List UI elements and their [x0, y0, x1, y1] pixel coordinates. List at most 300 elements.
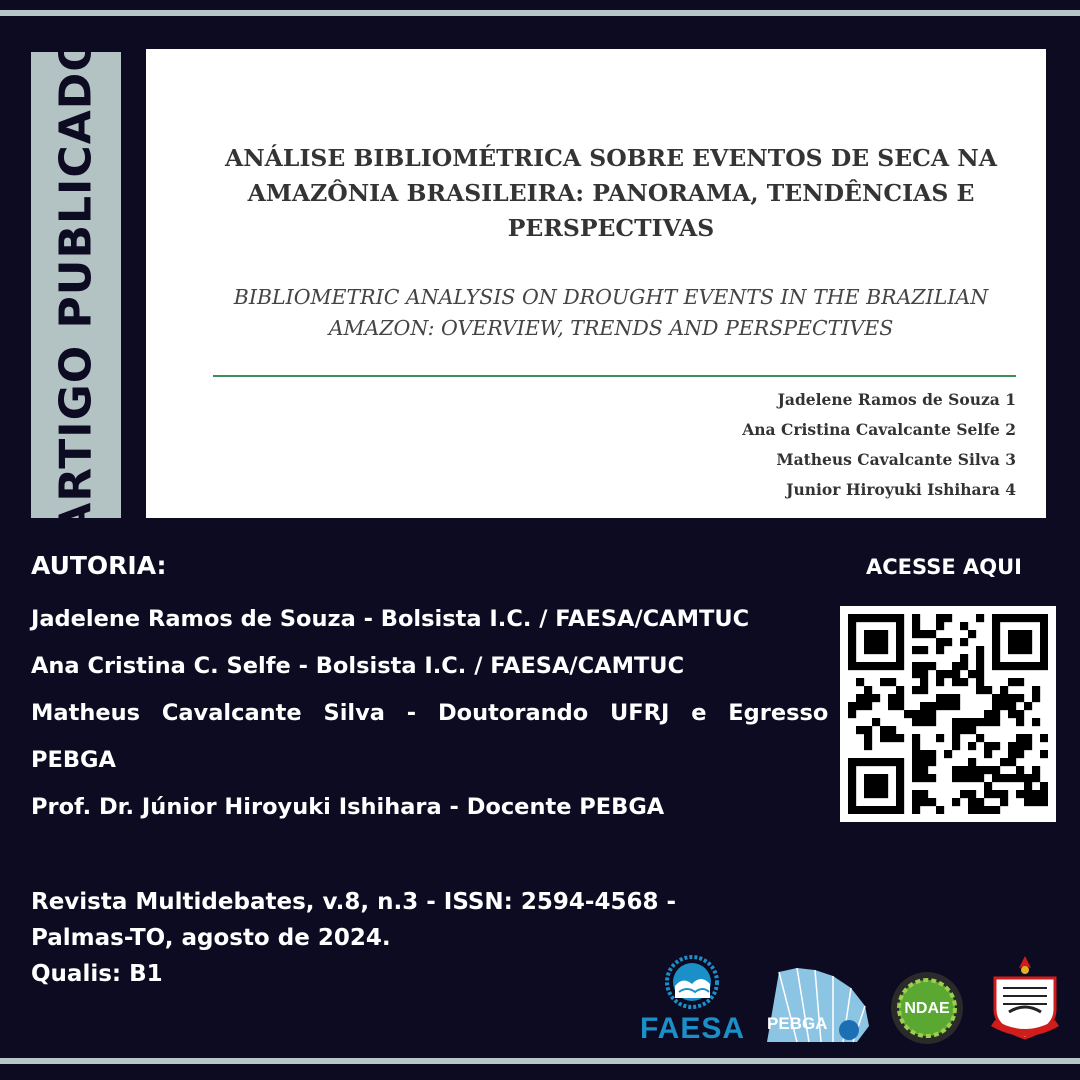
paper-author: Ana Cristina Cavalcante Selfe 2	[742, 420, 1016, 439]
qr-module	[944, 670, 952, 678]
qr-module	[912, 710, 920, 718]
qr-module	[960, 662, 968, 670]
qr-module	[880, 630, 888, 638]
pebga-wordmark: PEBGA	[767, 1014, 828, 1033]
qr-module	[1032, 694, 1040, 702]
qr-module	[872, 646, 880, 654]
qr-module	[880, 678, 888, 686]
qr-module	[896, 630, 904, 638]
qr-module	[1000, 758, 1008, 766]
qr-module	[848, 654, 856, 662]
qr-module	[1016, 630, 1024, 638]
qr-code-graphic	[848, 614, 1048, 814]
qr-module	[888, 806, 896, 814]
qr-module	[1008, 702, 1016, 710]
qr-module	[872, 718, 880, 726]
qr-module	[888, 678, 896, 686]
qr-module	[992, 646, 1000, 654]
qr-module	[920, 670, 928, 678]
qr-module	[944, 638, 952, 646]
qr-module	[928, 630, 936, 638]
qr-module	[1000, 774, 1008, 782]
qr-module	[1040, 622, 1048, 630]
qr-module	[960, 790, 968, 798]
qr-module	[920, 750, 928, 758]
qr-module	[968, 774, 976, 782]
qr-module	[920, 718, 928, 726]
paper-title-en-line: BIBLIOMETRIC ANALYSIS ON DROUGHT EVENTS IN THE BRAZILIAN	[233, 285, 989, 309]
qr-module	[984, 718, 992, 726]
qr-module	[896, 782, 904, 790]
qr-module	[848, 790, 856, 798]
bottom-border	[0, 1058, 1080, 1064]
qr-module	[856, 726, 864, 734]
qr-module	[992, 742, 1000, 750]
qr-module	[952, 694, 960, 702]
pebga-fan-icon	[757, 960, 877, 1048]
qr-module	[920, 702, 928, 710]
qr-module	[1024, 646, 1032, 654]
qr-module	[880, 662, 888, 670]
qr-module	[968, 758, 976, 766]
qr-module	[1016, 678, 1024, 686]
qr-module	[888, 694, 896, 702]
qr-module	[952, 678, 960, 686]
qr-module	[992, 718, 1000, 726]
qr-module	[896, 798, 904, 806]
qr-module	[992, 766, 1000, 774]
qr-module	[936, 622, 944, 630]
qr-module	[1016, 646, 1024, 654]
qr-module	[952, 718, 960, 726]
qr-module	[928, 718, 936, 726]
qr-module	[928, 774, 936, 782]
qr-module	[1000, 694, 1008, 702]
qr-module	[992, 662, 1000, 670]
ndae-gear-icon	[887, 970, 967, 1048]
faesa-wordmark: FAESA	[640, 1012, 746, 1045]
qr-module	[984, 710, 992, 718]
qr-module	[992, 622, 1000, 630]
qr-module	[1024, 798, 1032, 806]
qr-module	[864, 662, 872, 670]
qr-module	[936, 678, 944, 686]
qr-module	[1032, 790, 1040, 798]
paper-preview	[146, 49, 1046, 518]
qr-module	[912, 806, 920, 814]
qr-module	[1000, 686, 1008, 694]
qr-module	[1016, 750, 1024, 758]
qr-module	[880, 758, 888, 766]
qr-module	[880, 790, 888, 798]
qr-module	[872, 790, 880, 798]
qr-module	[1016, 718, 1024, 726]
qr-module	[928, 758, 936, 766]
autoria-line: PEBGA	[31, 747, 116, 773]
qr-module	[960, 638, 968, 646]
qr-module	[856, 702, 864, 710]
qr-module	[928, 662, 936, 670]
qr-module	[952, 798, 960, 806]
qr-module	[992, 638, 1000, 646]
qr-module	[936, 702, 944, 710]
qr-module	[912, 734, 920, 742]
university-crest-icon	[985, 954, 1065, 1044]
qr-module	[888, 702, 896, 710]
qr-module	[856, 694, 864, 702]
qr-module	[1032, 718, 1040, 726]
paper-title-en-line: AMAZON: OVERVIEW, TRENDS AND PERSPECTIVES	[328, 316, 894, 340]
qr-module	[1008, 742, 1016, 750]
paper-title-english	[206, 282, 1016, 344]
qr-module	[920, 678, 928, 686]
qr-module	[984, 806, 992, 814]
qr-module	[976, 766, 984, 774]
qr-module	[1040, 638, 1048, 646]
qr-module	[1016, 710, 1024, 718]
qr-module	[928, 798, 936, 806]
qr-module	[896, 694, 904, 702]
qr-module	[1040, 630, 1048, 638]
journal-line: Qualis: B1	[31, 961, 163, 987]
paper-author: Jadelene Ramos de Souza 1	[777, 390, 1016, 409]
qr-module	[1016, 774, 1024, 782]
qr-module	[1008, 646, 1016, 654]
paper-author-list	[742, 385, 1016, 505]
qr-module	[952, 742, 960, 750]
qr-module	[952, 774, 960, 782]
journal-line: Palmas-TO, agosto de 2024.	[31, 925, 391, 951]
qr-module	[1016, 614, 1024, 622]
qr-module	[1016, 766, 1024, 774]
qr-module	[920, 790, 928, 798]
artigo-publicado-banner	[31, 33, 121, 537]
qr-module	[872, 782, 880, 790]
qr-module	[952, 726, 960, 734]
qr-module	[928, 710, 936, 718]
qr-module	[880, 614, 888, 622]
qr-module	[968, 726, 976, 734]
qr-module	[856, 662, 864, 670]
top-border	[0, 10, 1080, 16]
qr-module	[1024, 790, 1032, 798]
qr-module	[1008, 678, 1016, 686]
qr-module	[1008, 614, 1016, 622]
qr-module	[1040, 790, 1048, 798]
qr-module	[864, 638, 872, 646]
qr-module	[1024, 742, 1032, 750]
qr-module	[1032, 662, 1040, 670]
qr-module	[872, 614, 880, 622]
qr-module	[968, 766, 976, 774]
qr-module	[896, 654, 904, 662]
qr-module	[968, 790, 976, 798]
qr-module	[864, 646, 872, 654]
qr-module	[848, 806, 856, 814]
qr-module	[864, 726, 872, 734]
qr-module	[976, 678, 984, 686]
qr-module	[912, 662, 920, 670]
qr-module	[936, 806, 944, 814]
qr-module	[1016, 662, 1024, 670]
qr-module	[880, 646, 888, 654]
qr-module	[872, 662, 880, 670]
qr-module	[1016, 790, 1024, 798]
qr-module	[912, 742, 920, 750]
qr-module	[864, 694, 872, 702]
qr-module	[864, 782, 872, 790]
paper-author: Matheus Cavalcante Silva 3	[776, 450, 1016, 469]
qr-module	[1040, 646, 1048, 654]
qr-module	[1000, 662, 1008, 670]
qr-module	[944, 694, 952, 702]
qr-module	[912, 646, 920, 654]
qr-module	[880, 638, 888, 646]
journal-line: Revista Multidebates, v.8, n.3 - ISSN: 2594-4568 -	[31, 889, 677, 915]
qr-module	[1032, 766, 1040, 774]
qr-module	[960, 726, 968, 734]
qr-module	[928, 702, 936, 710]
qr-module	[848, 622, 856, 630]
autoria-list	[31, 596, 829, 831]
qr-module	[848, 702, 856, 710]
qr-module	[1008, 710, 1016, 718]
qr-module	[896, 806, 904, 814]
qr-module	[928, 750, 936, 758]
qr-module	[872, 774, 880, 782]
paper-author: Junior Hiroyuki Ishihara 4	[786, 480, 1016, 499]
qr-module	[976, 646, 984, 654]
qr-module	[960, 766, 968, 774]
qr-module	[1024, 662, 1032, 670]
qr-module	[1032, 798, 1040, 806]
qr-module	[1024, 734, 1032, 742]
qr-module	[912, 686, 920, 694]
qr-module	[984, 782, 992, 790]
qr-module	[968, 806, 976, 814]
qr-module	[896, 614, 904, 622]
qr-module	[936, 638, 944, 646]
qr-module	[896, 790, 904, 798]
qr-module	[936, 734, 944, 742]
qr-module	[888, 662, 896, 670]
qr-module	[896, 638, 904, 646]
qr-module	[888, 726, 896, 734]
qr-module	[848, 646, 856, 654]
qr-module	[912, 798, 920, 806]
qr-module	[912, 766, 920, 774]
journal-citation	[31, 884, 731, 992]
qr-module	[960, 654, 968, 662]
qr-module	[848, 662, 856, 670]
faesa-logo	[635, 948, 755, 1048]
qr-module	[864, 702, 872, 710]
qr-module	[944, 750, 952, 758]
qr-module	[984, 686, 992, 694]
qr-module	[984, 766, 992, 774]
qr-module	[848, 630, 856, 638]
qr-module	[1016, 638, 1024, 646]
qr-module	[864, 742, 872, 750]
qr-module	[936, 670, 944, 678]
qr-module	[848, 638, 856, 646]
qr-module	[992, 790, 1000, 798]
qr-module	[976, 806, 984, 814]
qr-module	[872, 638, 880, 646]
qr-module	[856, 614, 864, 622]
qr-module	[960, 678, 968, 686]
qr-module	[856, 758, 864, 766]
qr-module	[872, 806, 880, 814]
qr-module	[912, 614, 920, 622]
qr-module	[864, 734, 872, 742]
qr-module	[912, 758, 920, 766]
qr-module	[976, 798, 984, 806]
qr-module	[976, 670, 984, 678]
qr-module	[992, 774, 1000, 782]
qr-module	[896, 646, 904, 654]
qr-module	[984, 750, 992, 758]
qr-module	[952, 766, 960, 774]
qr-module	[936, 694, 944, 702]
qr-module	[1008, 750, 1016, 758]
qr-module	[944, 702, 952, 710]
qr-module	[880, 782, 888, 790]
qr-module	[896, 702, 904, 710]
qr-module	[952, 734, 960, 742]
qr-module	[912, 750, 920, 758]
qr-module	[912, 718, 920, 726]
qr-module	[1008, 638, 1016, 646]
qr-module	[960, 774, 968, 782]
ndae-logo	[887, 970, 967, 1048]
qr-module	[912, 790, 920, 798]
qr-module	[848, 710, 856, 718]
ufpa-crest-logo	[985, 954, 1065, 1044]
paper-divider	[213, 375, 1016, 377]
qr-module	[992, 630, 1000, 638]
qr-module	[1032, 686, 1040, 694]
qr-module	[968, 630, 976, 638]
qr-module	[912, 774, 920, 782]
qr-module	[976, 662, 984, 670]
qr-module	[968, 718, 976, 726]
qr-module	[912, 630, 920, 638]
institution-logos	[635, 948, 1075, 1048]
qr-module	[960, 718, 968, 726]
qr-module	[936, 614, 944, 622]
qr-module	[920, 798, 928, 806]
qr-module	[880, 806, 888, 814]
qr-module	[920, 630, 928, 638]
autoria-line: Prof. Dr. Júnior Hiroyuki Ishihara - Docente PEBGA	[31, 794, 665, 820]
qr-module	[1024, 630, 1032, 638]
qr-module	[952, 702, 960, 710]
qr-module	[896, 734, 904, 742]
qr-code-icon[interactable]	[840, 606, 1056, 822]
qr-module	[1008, 662, 1016, 670]
qr-module	[992, 614, 1000, 622]
qr-module	[992, 710, 1000, 718]
qr-module	[1016, 694, 1024, 702]
qr-module	[848, 798, 856, 806]
qr-module	[856, 678, 864, 686]
qr-module	[1000, 614, 1008, 622]
qr-module	[1024, 702, 1032, 710]
qr-module	[936, 646, 944, 654]
qr-module	[976, 718, 984, 726]
qr-module	[880, 774, 888, 782]
qr-module	[880, 734, 888, 742]
qr-module	[888, 614, 896, 622]
qr-module	[888, 758, 896, 766]
qr-module	[920, 758, 928, 766]
qr-module	[864, 630, 872, 638]
qr-module	[992, 806, 1000, 814]
qr-module	[968, 670, 976, 678]
qr-module	[1040, 750, 1048, 758]
qr-module	[1040, 662, 1048, 670]
qr-module	[1024, 638, 1032, 646]
qr-module	[896, 622, 904, 630]
qr-module	[1040, 614, 1048, 622]
faesa-emblem-icon	[635, 948, 755, 1012]
qr-module	[1008, 758, 1016, 766]
qr-module	[856, 806, 864, 814]
qr-module	[1040, 798, 1048, 806]
qr-module	[1000, 798, 1008, 806]
qr-module	[976, 734, 984, 742]
qr-module	[848, 614, 856, 622]
qr-module	[912, 622, 920, 630]
qr-module	[1040, 782, 1048, 790]
qr-module	[864, 806, 872, 814]
paper-title-portuguese	[206, 141, 1016, 246]
paper-title-pt-line: ANÁLISE BIBLIOMÉTRICA SOBRE EVENTOS DE SECA NA	[224, 144, 998, 172]
qr-module	[968, 742, 976, 750]
qr-module	[1024, 782, 1032, 790]
qr-module	[896, 662, 904, 670]
qr-module	[912, 670, 920, 678]
qr-module	[872, 758, 880, 766]
autoria-heading: AUTORIA:	[31, 551, 167, 580]
qr-module	[976, 654, 984, 662]
banner-label: ARTIGO PUBLICADO	[50, 33, 102, 537]
qr-module	[1024, 614, 1032, 622]
qr-module	[864, 614, 872, 622]
autoria-line: Matheus Cavalcante Silva - Doutorando UFRJ e Egresso	[31, 700, 829, 726]
qr-module	[976, 686, 984, 694]
qr-module	[1024, 774, 1032, 782]
qr-module	[896, 758, 904, 766]
qr-module	[920, 662, 928, 670]
qr-module	[992, 694, 1000, 702]
qr-module	[848, 782, 856, 790]
qr-module	[1016, 742, 1024, 750]
qr-module	[1008, 694, 1016, 702]
qr-module	[848, 758, 856, 766]
qr-module	[880, 726, 888, 734]
qr-module	[952, 670, 960, 678]
qr-module	[984, 742, 992, 750]
qr-module	[848, 774, 856, 782]
qr-module	[920, 774, 928, 782]
qr-module	[968, 798, 976, 806]
qr-module	[872, 630, 880, 638]
qr-module	[920, 710, 928, 718]
qr-module	[1040, 654, 1048, 662]
qr-module	[896, 766, 904, 774]
